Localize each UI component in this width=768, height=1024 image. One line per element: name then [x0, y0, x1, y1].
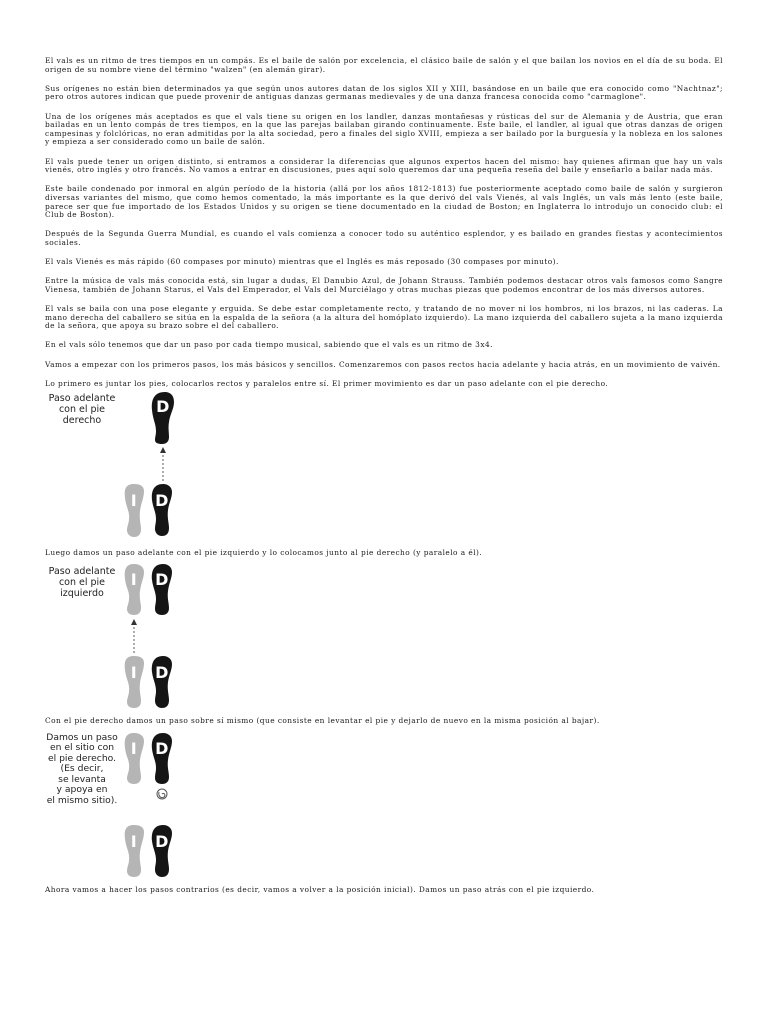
paragraph: Después de la Segunda Guerra Mundial, es cuando el vals comienza a conocer todo su auténtico esplendor, y es bailado en grandes fiestas y acontecimientos sociales. — [45, 229, 723, 247]
paragraph: Vamos a empezar con los primeros pasos, los más básicos y sencillos. Comenzaremos con pasos rectos hacia adelante y hacia atrás, en un movimiento de vaivén. — [45, 359, 721, 369]
paragraph: Ahora vamos a hacer los pasos contrarios (es decir, vamos a volver a la posición inicial). Damos un paso atrás con el pie izquierdo. — [45, 884, 595, 894]
left-foot-icon — [125, 825, 144, 877]
footprints-diagram — [121, 563, 191, 709]
svg-text:D: D — [156, 397, 170, 417]
svg-text:I: I — [130, 738, 138, 758]
right-foot-icon — [152, 656, 172, 708]
step-3-diagram — [45, 732, 723, 878]
svg-text:I: I — [130, 831, 138, 851]
left-foot-icon — [125, 733, 144, 784]
svg-text:I: I — [130, 491, 138, 511]
step-label: Paso adelante con el pie derecho — [48, 393, 116, 427]
step-1-diagram — [45, 391, 723, 541]
document-body — [45, 57, 723, 905]
right-foot-icon — [152, 733, 172, 784]
footprints-diagram — [121, 732, 191, 878]
paragraph: El vals puede tener un origen distinto, si entramos a considerar la diferencias que algunos expertos hacen del mismo: hay quienes afirman que hay un vals vienés, otro inglés y otro francés. No vamos a entrar en discusiones, pues aquí solo queremos dar una pequeña reseña del baile y enseñarlo a bailar nada más. — [45, 156, 723, 175]
lift-spiral-icon — [157, 789, 167, 799]
step-caption: Luego damos un paso adelante con el pie izquierdo y lo colocamos junto al pie derecho (y paralelo a él). — [45, 548, 483, 558]
step-caption: Lo primero es juntar los pies, colocarlos rectos y paralelos entre sí. El primer movimiento es dar un paso adelante con el pie derecho. — [45, 378, 609, 388]
svg-text:I: I — [130, 569, 138, 589]
svg-text:D: D — [155, 738, 169, 758]
right-foot-icon — [152, 392, 174, 444]
paragraph: El vals Vienés es más rápido (60 compases por minuto) mientras que el Inglés es más reposado (30 compases por minuto). — [45, 257, 559, 267]
step-label: Damos un paso en el sitio con el pie derecho. (Es decir, se levanta y apoya en el mismo sitio). — [46, 731, 118, 806]
step-2-diagram — [45, 563, 723, 709]
footprints-diagram — [121, 391, 191, 541]
paragraph: En el vals sólo tenemos que dar un paso por cada tiempo musical, sabiendo que el vals es un ritmo de 3x4. — [45, 340, 493, 350]
left-foot-icon — [125, 656, 144, 708]
svg-text:D: D — [155, 831, 169, 851]
svg-text:I: I — [130, 662, 138, 682]
paragraph: Sus orígenes no están bien determinados ya que según unos autores datan de los siglos XII y XIII, basándose en un baile que era conocido como "Nachtnaz"; pero otros autores indican que puede provenir de antiguas danzas germanas medievales y de una danza francesa conocida como "carmaglone". — [45, 83, 723, 102]
svg-text:D: D — [155, 662, 169, 682]
step-caption: Con el pie derecho damos un paso sobre sí mismo (que consiste en levantar el pie y dejarlo de nuevo en la misma posición al bajar). — [45, 715, 600, 725]
right-foot-icon — [152, 825, 172, 877]
right-foot-icon — [152, 484, 172, 536]
paragraph: El vals es un ritmo de tres tiempos en un compás. Es el baile de salón por excelencia, el clásico baile de salón y el que bailan los novios en el día de su boda. El origen de su nombre viene del término "walzen" (en alemán girar). — [45, 56, 723, 74]
step-label: Paso adelante con el pie izquierdo — [48, 565, 116, 599]
left-foot-icon — [125, 564, 144, 615]
left-foot-icon — [125, 484, 144, 537]
right-foot-icon — [152, 564, 172, 615]
paragraph: Este baile condenado por inmoral en algún período de la historia (allá por los años 1812-1813) fue posteriormente aceptado como baile de salón y surgieron diversas variantes del mismo, que como hemos comentado, la más importante es la que derivó del vals Vienés, al vals Inglés, un vals más lento (este baile, parece ser que fue importado de los Estados Unidos y su origen se tiene documentado en la ciudad de Boston; en Inglaterra lo introdujo un conocido club: el Club de Boston). — [45, 184, 723, 220]
paragraph: Entre la música de vals más conocida está, sin lugar a dudas, El Danubio Azul, de Johann Strauss. También podemos destacar otros vals famosos como Sangre Vienesa, también de Johann Starus, el Vals del Emperador, el Vals del Murciélago y otras muchas piezas que podemos encontrar de los más diversos autores. — [45, 276, 723, 294]
paragraph: Una de los orígenes más aceptados es que el vals tiene su origen en los landler, danzas montañesas y rústicas del sur de Alemania y de Austria, que eran bailadas en un lento compás de tres tiempos, en la que las parejas bailaban girando continuamente. Este baile, el landler, al igual que otras danzas de origen campesinas y folclóricas, no eran admitidas por la alta sociedad, pero a finales del siglo XVIII, empieza a ser bailado por la burguesía y la nobleza en los salones y empieza a ser considerado como un baile de salón. — [45, 111, 723, 147]
svg-text:D: D — [155, 569, 169, 589]
paragraph: El vals se baila con una pose elegante y erguida. Se debe estar completamente recto, y tratando de no mover ni los hombros, ni los brazos, ni las caderas. La mano derecha del caballero se sitúa en la espalda de la señora (a la altura del homóplato izquierdo). La mano izquierda del caballero sujeta a la mano izquierda de la señora, que apoya su brazo sobre el del caballero. — [45, 304, 723, 331]
svg-text:D: D — [155, 491, 169, 511]
